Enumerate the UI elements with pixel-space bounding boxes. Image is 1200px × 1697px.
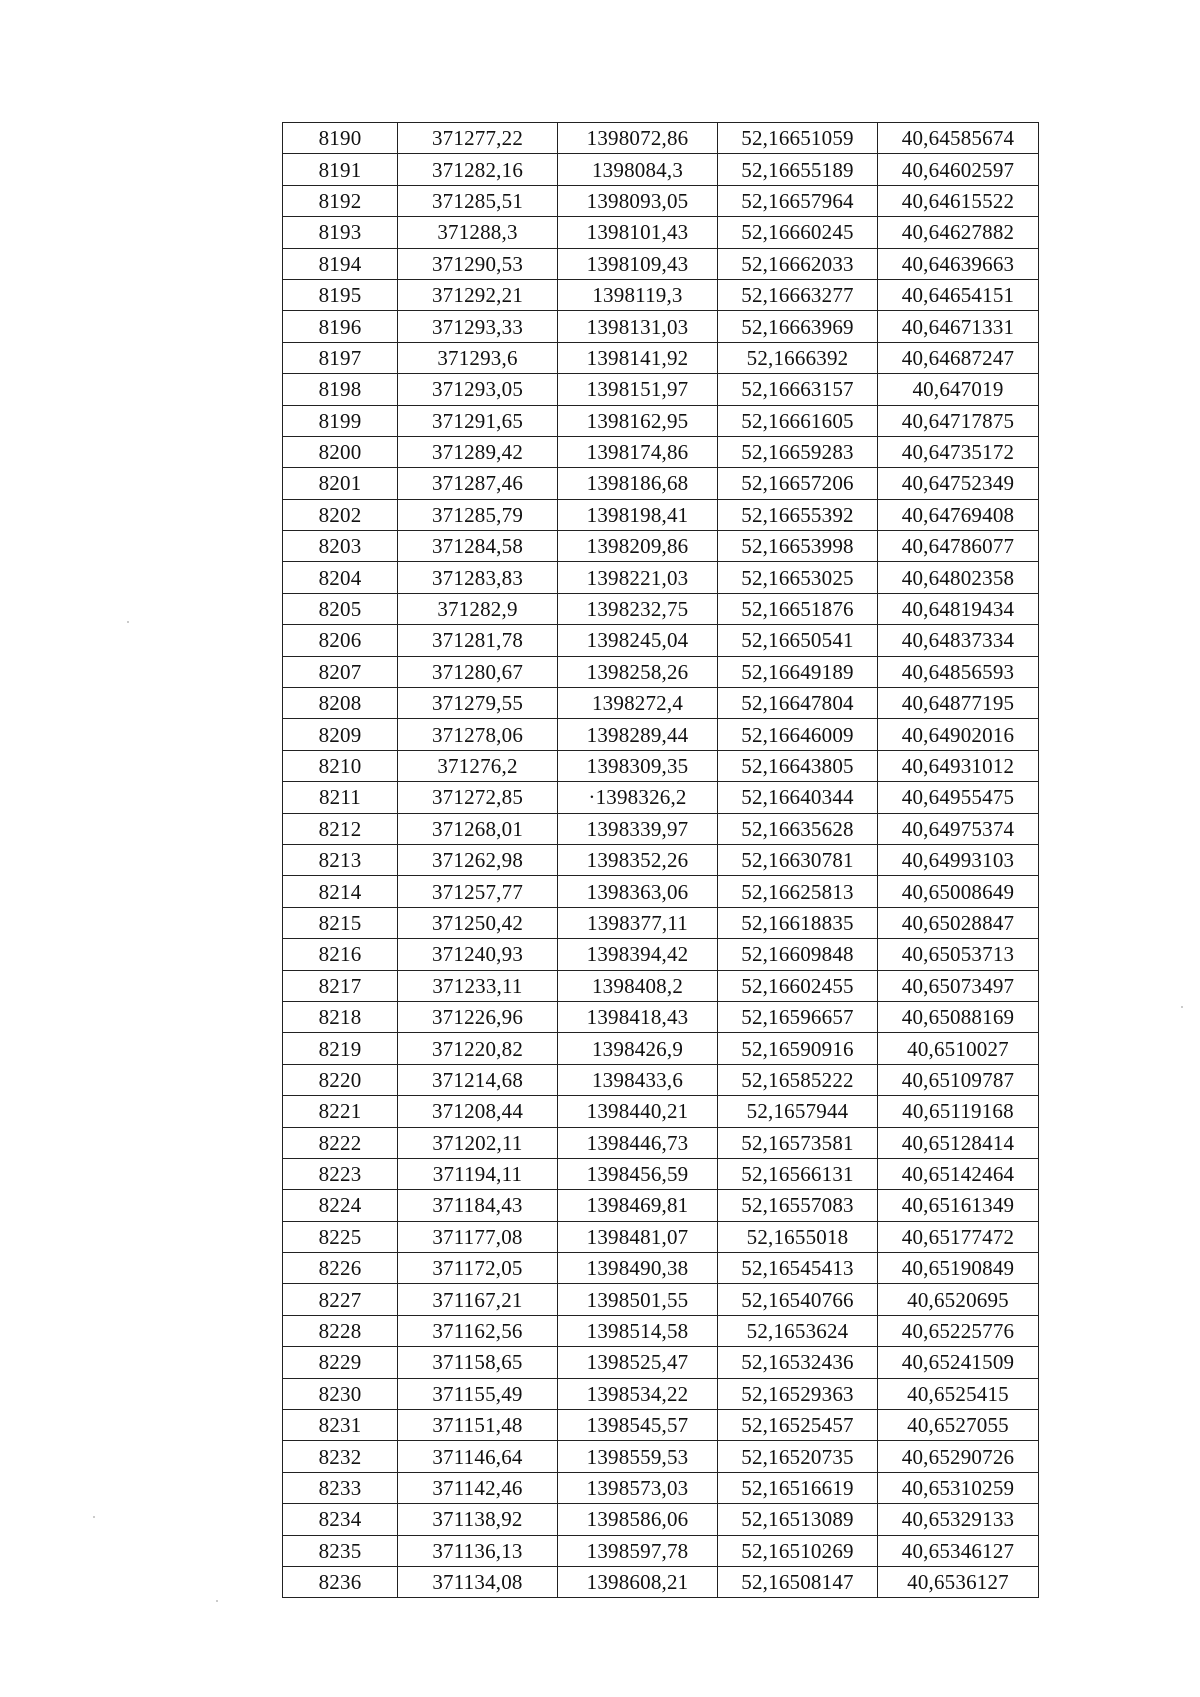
point-number-cell: 8217 <box>283 970 398 1001</box>
latitude-cell: 52,16596657 <box>718 1001 878 1032</box>
table-row <box>283 1378 1039 1409</box>
y-coordinate-cell: 1398490,38 <box>558 1253 718 1284</box>
point-number-cell: 8190 <box>283 123 398 154</box>
x-coordinate-cell: 371184,43 <box>398 1190 558 1221</box>
y-coordinate-cell: 1398481,07 <box>558 1221 718 1252</box>
x-coordinate-cell: 371162,56 <box>398 1315 558 1346</box>
latitude-cell: 52,16647804 <box>718 688 878 719</box>
longitude-cell: 40,64717875 <box>878 405 1039 436</box>
latitude-cell: 52,16513089 <box>718 1504 878 1535</box>
y-coordinate-cell: 1398072,86 <box>558 123 718 154</box>
latitude-cell: 52,16660245 <box>718 217 878 248</box>
y-coordinate-cell: ·1398326,2 <box>558 782 718 813</box>
point-number-cell: 8234 <box>283 1504 398 1535</box>
table-row <box>283 123 1039 154</box>
scan-speck <box>1181 1006 1183 1008</box>
x-coordinate-cell: 371283,83 <box>398 562 558 593</box>
point-number-cell: 8228 <box>283 1315 398 1346</box>
x-coordinate-cell: 371220,82 <box>398 1033 558 1064</box>
x-coordinate-cell: 371292,21 <box>398 279 558 310</box>
table-row <box>283 1472 1039 1503</box>
point-number-cell: 8221 <box>283 1096 398 1127</box>
table-row <box>283 311 1039 342</box>
x-coordinate-cell: 371290,53 <box>398 248 558 279</box>
point-number-cell: 8230 <box>283 1378 398 1409</box>
table-row <box>283 782 1039 813</box>
latitude-cell: 52,16663277 <box>718 279 878 310</box>
latitude-cell: 52,16657964 <box>718 185 878 216</box>
longitude-cell: 40,65109787 <box>878 1064 1039 1095</box>
latitude-cell: 52,16655189 <box>718 154 878 185</box>
table-row <box>283 876 1039 907</box>
latitude-cell: 52,16655392 <box>718 499 878 530</box>
y-coordinate-cell: 1398377,11 <box>558 907 718 938</box>
y-coordinate-cell: 1398209,86 <box>558 531 718 562</box>
longitude-cell: 40,64786077 <box>878 531 1039 562</box>
x-coordinate-cell: 371142,46 <box>398 1472 558 1503</box>
table-row <box>283 1441 1039 1472</box>
longitude-cell: 40,65177472 <box>878 1221 1039 1252</box>
latitude-cell: 52,16566131 <box>718 1158 878 1189</box>
table-row <box>283 1410 1039 1441</box>
table-row <box>283 562 1039 593</box>
latitude-cell: 52,16640344 <box>718 782 878 813</box>
y-coordinate-cell: 1398456,59 <box>558 1158 718 1189</box>
y-coordinate-cell: 1398573,03 <box>558 1472 718 1503</box>
y-coordinate-cell: 1398446,73 <box>558 1127 718 1158</box>
x-coordinate-cell: 371282,16 <box>398 154 558 185</box>
y-coordinate-cell: 1398418,43 <box>558 1001 718 1032</box>
latitude-cell: 52,16661605 <box>718 405 878 436</box>
latitude-cell: 52,16520735 <box>718 1441 878 1472</box>
x-coordinate-cell: 371233,11 <box>398 970 558 1001</box>
point-number-cell: 8196 <box>283 311 398 342</box>
longitude-cell: 40,65119168 <box>878 1096 1039 1127</box>
latitude-cell: 52,16529363 <box>718 1378 878 1409</box>
longitude-cell: 40,65028847 <box>878 907 1039 938</box>
x-coordinate-cell: 371293,33 <box>398 311 558 342</box>
table-row <box>283 1221 1039 1252</box>
longitude-cell: 40,64769408 <box>878 499 1039 530</box>
x-coordinate-cell: 371177,08 <box>398 1221 558 1252</box>
x-coordinate-cell: 371293,05 <box>398 374 558 405</box>
latitude-cell: 52,16657206 <box>718 468 878 499</box>
latitude-cell: 52,16573581 <box>718 1127 878 1158</box>
longitude-cell: 40,65161349 <box>878 1190 1039 1221</box>
x-coordinate-cell: 371151,48 <box>398 1410 558 1441</box>
x-coordinate-cell: 371257,77 <box>398 876 558 907</box>
point-number-cell: 8208 <box>283 688 398 719</box>
latitude-cell: 52,16663157 <box>718 374 878 405</box>
x-coordinate-cell: 371288,3 <box>398 217 558 248</box>
table-row <box>283 750 1039 781</box>
y-coordinate-cell: 1398272,4 <box>558 688 718 719</box>
latitude-cell: 52,16649189 <box>718 656 878 687</box>
latitude-cell: 52,16590916 <box>718 1033 878 1064</box>
table-row <box>283 499 1039 530</box>
x-coordinate-cell: 371172,05 <box>398 1253 558 1284</box>
longitude-cell: 40,64639663 <box>878 248 1039 279</box>
y-coordinate-cell: 1398608,21 <box>558 1566 718 1597</box>
x-coordinate-cell: 371155,49 <box>398 1378 558 1409</box>
longitude-cell: 40,65142464 <box>878 1158 1039 1189</box>
y-coordinate-cell: 1398433,6 <box>558 1064 718 1095</box>
point-number-cell: 8235 <box>283 1535 398 1566</box>
point-number-cell: 8205 <box>283 593 398 624</box>
latitude-cell: 52,1653624 <box>718 1315 878 1346</box>
table-row <box>283 907 1039 938</box>
latitude-cell: 52,16653998 <box>718 531 878 562</box>
point-number-cell: 8219 <box>283 1033 398 1064</box>
latitude-cell: 52,1655018 <box>718 1221 878 1252</box>
longitude-cell: 40,64752349 <box>878 468 1039 499</box>
coordinates-table <box>282 122 1039 1598</box>
table-row <box>283 939 1039 970</box>
coordinates-table-container <box>282 122 1038 1598</box>
y-coordinate-cell: 1398501,55 <box>558 1284 718 1315</box>
x-coordinate-cell: 371282,9 <box>398 593 558 624</box>
latitude-cell: 52,16540766 <box>718 1284 878 1315</box>
y-coordinate-cell: 1398289,44 <box>558 719 718 750</box>
longitude-cell: 40,6527055 <box>878 1410 1039 1441</box>
point-number-cell: 8200 <box>283 436 398 467</box>
longitude-cell: 40,64687247 <box>878 342 1039 373</box>
x-coordinate-cell: 371167,21 <box>398 1284 558 1315</box>
x-coordinate-cell: 371268,01 <box>398 813 558 844</box>
latitude-cell: 52,16532436 <box>718 1347 878 1378</box>
y-coordinate-cell: 1398221,03 <box>558 562 718 593</box>
point-number-cell: 8214 <box>283 876 398 907</box>
point-number-cell: 8220 <box>283 1064 398 1095</box>
y-coordinate-cell: 1398559,53 <box>558 1441 718 1472</box>
table-row <box>283 1504 1039 1535</box>
longitude-cell: 40,64585674 <box>878 123 1039 154</box>
y-coordinate-cell: 1398352,26 <box>558 844 718 875</box>
table-row <box>283 185 1039 216</box>
table-row <box>283 813 1039 844</box>
x-coordinate-cell: 371276,2 <box>398 750 558 781</box>
x-coordinate-cell: 371208,44 <box>398 1096 558 1127</box>
longitude-cell: 40,647019 <box>878 374 1039 405</box>
point-number-cell: 8201 <box>283 468 398 499</box>
y-coordinate-cell: 1398597,78 <box>558 1535 718 1566</box>
longitude-cell: 40,64837334 <box>878 625 1039 656</box>
table-row <box>283 656 1039 687</box>
x-coordinate-cell: 371284,58 <box>398 531 558 562</box>
longitude-cell: 40,65073497 <box>878 970 1039 1001</box>
x-coordinate-cell: 371281,78 <box>398 625 558 656</box>
longitude-cell: 40,6520695 <box>878 1284 1039 1315</box>
table-row <box>283 405 1039 436</box>
x-coordinate-cell: 371194,11 <box>398 1158 558 1189</box>
x-coordinate-cell: 371278,06 <box>398 719 558 750</box>
x-coordinate-cell: 371226,96 <box>398 1001 558 1032</box>
x-coordinate-cell: 371262,98 <box>398 844 558 875</box>
longitude-cell: 40,6536127 <box>878 1566 1039 1597</box>
x-coordinate-cell: 371136,13 <box>398 1535 558 1566</box>
point-number-cell: 8227 <box>283 1284 398 1315</box>
point-number-cell: 8213 <box>283 844 398 875</box>
table-row <box>283 1127 1039 1158</box>
point-number-cell: 8198 <box>283 374 398 405</box>
latitude-cell: 52,16635628 <box>718 813 878 844</box>
y-coordinate-cell: 1398309,35 <box>558 750 718 781</box>
point-number-cell: 8210 <box>283 750 398 781</box>
longitude-cell: 40,65241509 <box>878 1347 1039 1378</box>
y-coordinate-cell: 1398232,75 <box>558 593 718 624</box>
longitude-cell: 40,64802358 <box>878 562 1039 593</box>
y-coordinate-cell: 1398469,81 <box>558 1190 718 1221</box>
point-number-cell: 8193 <box>283 217 398 248</box>
x-coordinate-cell: 371293,6 <box>398 342 558 373</box>
longitude-cell: 40,65190849 <box>878 1253 1039 1284</box>
x-coordinate-cell: 371289,42 <box>398 436 558 467</box>
x-coordinate-cell: 371250,42 <box>398 907 558 938</box>
table-row <box>283 1096 1039 1127</box>
y-coordinate-cell: 1398198,41 <box>558 499 718 530</box>
point-number-cell: 8211 <box>283 782 398 813</box>
latitude-cell: 52,16643805 <box>718 750 878 781</box>
latitude-cell: 52,16516619 <box>718 1472 878 1503</box>
y-coordinate-cell: 1398084,3 <box>558 154 718 185</box>
point-number-cell: 8195 <box>283 279 398 310</box>
point-number-cell: 8231 <box>283 1410 398 1441</box>
y-coordinate-cell: 1398141,92 <box>558 342 718 373</box>
x-coordinate-cell: 371134,08 <box>398 1566 558 1597</box>
longitude-cell: 40,64877195 <box>878 688 1039 719</box>
table-row <box>283 1535 1039 1566</box>
table-row <box>283 1284 1039 1315</box>
point-number-cell: 8192 <box>283 185 398 216</box>
point-number-cell: 8199 <box>283 405 398 436</box>
longitude-cell: 40,64627882 <box>878 217 1039 248</box>
table-row <box>283 279 1039 310</box>
point-number-cell: 8203 <box>283 531 398 562</box>
x-coordinate-cell: 371214,68 <box>398 1064 558 1095</box>
y-coordinate-cell: 1398534,22 <box>558 1378 718 1409</box>
table-row <box>283 436 1039 467</box>
latitude-cell: 52,16609848 <box>718 939 878 970</box>
point-number-cell: 8191 <box>283 154 398 185</box>
latitude-cell: 52,16651876 <box>718 593 878 624</box>
longitude-cell: 40,64955475 <box>878 782 1039 813</box>
point-number-cell: 8233 <box>283 1472 398 1503</box>
y-coordinate-cell: 1398514,58 <box>558 1315 718 1346</box>
table-row <box>283 1064 1039 1095</box>
latitude-cell: 52,16651059 <box>718 123 878 154</box>
table-row <box>283 1566 1039 1597</box>
longitude-cell: 40,6510027 <box>878 1033 1039 1064</box>
table-row <box>283 1033 1039 1064</box>
latitude-cell: 52,16650541 <box>718 625 878 656</box>
latitude-cell: 52,16525457 <box>718 1410 878 1441</box>
latitude-cell: 52,16585222 <box>718 1064 878 1095</box>
longitude-cell: 40,6525415 <box>878 1378 1039 1409</box>
y-coordinate-cell: 1398119,3 <box>558 279 718 310</box>
table-row <box>283 1253 1039 1284</box>
latitude-cell: 52,16630781 <box>718 844 878 875</box>
longitude-cell: 40,65128414 <box>878 1127 1039 1158</box>
point-number-cell: 8222 <box>283 1127 398 1158</box>
x-coordinate-cell: 371158,65 <box>398 1347 558 1378</box>
point-number-cell: 8215 <box>283 907 398 938</box>
table-row <box>283 625 1039 656</box>
point-number-cell: 8202 <box>283 499 398 530</box>
longitude-cell: 40,64654151 <box>878 279 1039 310</box>
point-number-cell: 8197 <box>283 342 398 373</box>
table-row <box>283 1315 1039 1346</box>
latitude-cell: 52,16618835 <box>718 907 878 938</box>
longitude-cell: 40,65329133 <box>878 1504 1039 1535</box>
latitude-cell: 52,16557083 <box>718 1190 878 1221</box>
table-row <box>283 248 1039 279</box>
longitude-cell: 40,64975374 <box>878 813 1039 844</box>
x-coordinate-cell: 371291,65 <box>398 405 558 436</box>
y-coordinate-cell: 1398151,97 <box>558 374 718 405</box>
x-coordinate-cell: 371277,22 <box>398 123 558 154</box>
y-coordinate-cell: 1398586,06 <box>558 1504 718 1535</box>
y-coordinate-cell: 1398363,06 <box>558 876 718 907</box>
y-coordinate-cell: 1398174,86 <box>558 436 718 467</box>
y-coordinate-cell: 1398131,03 <box>558 311 718 342</box>
x-coordinate-cell: 371280,67 <box>398 656 558 687</box>
y-coordinate-cell: 1398394,42 <box>558 939 718 970</box>
y-coordinate-cell: 1398101,43 <box>558 217 718 248</box>
x-coordinate-cell: 371285,79 <box>398 499 558 530</box>
table-row <box>283 342 1039 373</box>
x-coordinate-cell: 371287,46 <box>398 468 558 499</box>
table-row <box>283 1158 1039 1189</box>
x-coordinate-cell: 371240,93 <box>398 939 558 970</box>
table-row <box>283 1190 1039 1221</box>
table-row <box>283 531 1039 562</box>
latitude-cell: 52,16602455 <box>718 970 878 1001</box>
table-row <box>283 719 1039 750</box>
y-coordinate-cell: 1398525,47 <box>558 1347 718 1378</box>
x-coordinate-cell: 371202,11 <box>398 1127 558 1158</box>
y-coordinate-cell: 1398162,95 <box>558 405 718 436</box>
point-number-cell: 8226 <box>283 1253 398 1284</box>
point-number-cell: 8229 <box>283 1347 398 1378</box>
x-coordinate-cell: 371138,92 <box>398 1504 558 1535</box>
coordinates-table-body <box>283 123 1039 1598</box>
table-row <box>283 970 1039 1001</box>
point-number-cell: 8204 <box>283 562 398 593</box>
y-coordinate-cell: 1398245,04 <box>558 625 718 656</box>
longitude-cell: 40,64602597 <box>878 154 1039 185</box>
longitude-cell: 40,65008649 <box>878 876 1039 907</box>
table-row <box>283 844 1039 875</box>
longitude-cell: 40,64819434 <box>878 593 1039 624</box>
y-coordinate-cell: 1398186,68 <box>558 468 718 499</box>
longitude-cell: 40,64931012 <box>878 750 1039 781</box>
table-row <box>283 688 1039 719</box>
point-number-cell: 8224 <box>283 1190 398 1221</box>
table-row <box>283 1347 1039 1378</box>
longitude-cell: 40,65088169 <box>878 1001 1039 1032</box>
x-coordinate-cell: 371285,51 <box>398 185 558 216</box>
table-row <box>283 1001 1039 1032</box>
latitude-cell: 52,16659283 <box>718 436 878 467</box>
point-number-cell: 8232 <box>283 1441 398 1472</box>
longitude-cell: 40,64993103 <box>878 844 1039 875</box>
latitude-cell: 52,16663969 <box>718 311 878 342</box>
y-coordinate-cell: 1398093,05 <box>558 185 718 216</box>
longitude-cell: 40,64671331 <box>878 311 1039 342</box>
y-coordinate-cell: 1398426,9 <box>558 1033 718 1064</box>
y-coordinate-cell: 1398545,57 <box>558 1410 718 1441</box>
latitude-cell: 52,16545413 <box>718 1253 878 1284</box>
point-number-cell: 8223 <box>283 1158 398 1189</box>
latitude-cell: 52,1666392 <box>718 342 878 373</box>
longitude-cell: 40,65225776 <box>878 1315 1039 1346</box>
longitude-cell: 40,65290726 <box>878 1441 1039 1472</box>
table-row <box>283 154 1039 185</box>
point-number-cell: 8236 <box>283 1566 398 1597</box>
point-number-cell: 8225 <box>283 1221 398 1252</box>
table-row <box>283 468 1039 499</box>
longitude-cell: 40,64615522 <box>878 185 1039 216</box>
latitude-cell: 52,16508147 <box>718 1566 878 1597</box>
point-number-cell: 8212 <box>283 813 398 844</box>
point-number-cell: 8218 <box>283 1001 398 1032</box>
longitude-cell: 40,64902016 <box>878 719 1039 750</box>
longitude-cell: 40,64856593 <box>878 656 1039 687</box>
point-number-cell: 8194 <box>283 248 398 279</box>
point-number-cell: 8216 <box>283 939 398 970</box>
x-coordinate-cell: 371272,85 <box>398 782 558 813</box>
x-coordinate-cell: 371146,64 <box>398 1441 558 1472</box>
scan-speck <box>93 1516 95 1518</box>
longitude-cell: 40,65310259 <box>878 1472 1039 1503</box>
table-row <box>283 374 1039 405</box>
longitude-cell: 40,64735172 <box>878 436 1039 467</box>
x-coordinate-cell: 371279,55 <box>398 688 558 719</box>
point-number-cell: 8209 <box>283 719 398 750</box>
latitude-cell: 52,16510269 <box>718 1535 878 1566</box>
y-coordinate-cell: 1398408,2 <box>558 970 718 1001</box>
y-coordinate-cell: 1398339,97 <box>558 813 718 844</box>
y-coordinate-cell: 1398109,43 <box>558 248 718 279</box>
latitude-cell: 52,16653025 <box>718 562 878 593</box>
scan-speck <box>127 621 129 623</box>
y-coordinate-cell: 1398258,26 <box>558 656 718 687</box>
longitude-cell: 40,65053713 <box>878 939 1039 970</box>
longitude-cell: 40,65346127 <box>878 1535 1039 1566</box>
table-row <box>283 217 1039 248</box>
point-number-cell: 8207 <box>283 656 398 687</box>
y-coordinate-cell: 1398440,21 <box>558 1096 718 1127</box>
table-row <box>283 593 1039 624</box>
point-number-cell: 8206 <box>283 625 398 656</box>
latitude-cell: 52,16646009 <box>718 719 878 750</box>
latitude-cell: 52,1657944 <box>718 1096 878 1127</box>
latitude-cell: 52,16625813 <box>718 876 878 907</box>
latitude-cell: 52,16662033 <box>718 248 878 279</box>
scan-speck <box>216 1600 218 1602</box>
